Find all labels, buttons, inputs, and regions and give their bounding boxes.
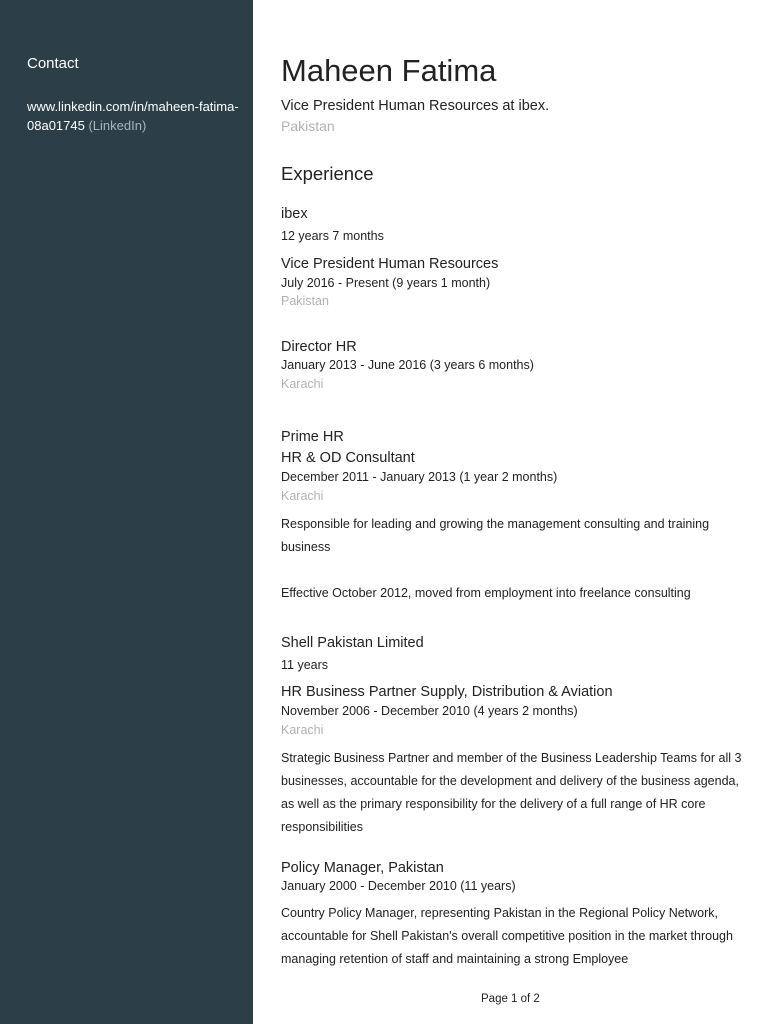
role-dates: November 2006 - December 2010 (4 years 2 months) xyxy=(281,704,578,718)
company-duration-ibex: 12 years 7 months xyxy=(281,229,384,243)
profile-name: Maheen Fatima xyxy=(281,53,497,88)
company-name-shell: Shell Pakistan Limited xyxy=(281,635,424,651)
role-description: Responsible for leading and growing the management consulting and training business xyxy=(281,517,710,554)
company-duration-shell: 11 years xyxy=(281,658,329,672)
role-location: Karachi xyxy=(281,489,324,503)
role-location: Karachi xyxy=(281,377,324,391)
role-dates: December 2011 - January 2013 (1 year 2 months) xyxy=(281,470,558,484)
role-description: Strategic Business Partner and member of the Business Leadership Teams for all 3 businesses, accountable for the development and delivery of the business agenda, as well as the primary responsibility for the delivery of a full range of HR core responsibilities xyxy=(281,751,742,834)
role-dates: July 2016 - Present (9 years 1 month) xyxy=(281,276,491,290)
company-name-prime-hr: Prime HR xyxy=(281,429,344,445)
page-number: Page 1 of 2 xyxy=(481,993,540,1005)
role-location: Pakistan xyxy=(281,294,329,308)
profile-headline: Vice President Human Resources at ibex. xyxy=(281,98,550,114)
contact-heading: Contact xyxy=(27,55,79,72)
sidebar xyxy=(0,0,253,1024)
role-title: Vice President Human Resources xyxy=(281,256,499,272)
role-title: Policy Manager, Pakistan xyxy=(281,860,444,876)
experience-heading: Experience xyxy=(281,163,374,184)
role-location: Karachi xyxy=(281,723,324,737)
profile-location: Pakistan xyxy=(281,118,335,134)
role-title: HR Business Partner Supply, Distribution & Aviation xyxy=(281,684,613,700)
role-title: Director HR xyxy=(281,339,357,355)
role-dates: January 2013 - June 2016 (3 years 6 months) xyxy=(281,358,534,372)
company-name-ibex: ibex xyxy=(281,206,308,222)
role-title: HR & OD Consultant xyxy=(281,450,415,466)
linkedin-contact xyxy=(27,97,242,135)
role-description: Country Policy Manager, representing Pakistan in the Regional Policy Network, accountable for Shell Pakistan's overall competitive position in the market through managing retention of staff and maintaining a strong Employee xyxy=(281,906,733,966)
role-dates: January 2000 - December 2010 (11 years) xyxy=(281,879,516,893)
role-description: Effective October 2012, moved from employment into freelance consulting xyxy=(281,586,691,600)
linkedin-link[interactable]: www.linkedin.com/in/maheen-fatima-08a01745 xyxy=(27,99,239,133)
linkedin-label: (LinkedIn) xyxy=(88,118,147,133)
